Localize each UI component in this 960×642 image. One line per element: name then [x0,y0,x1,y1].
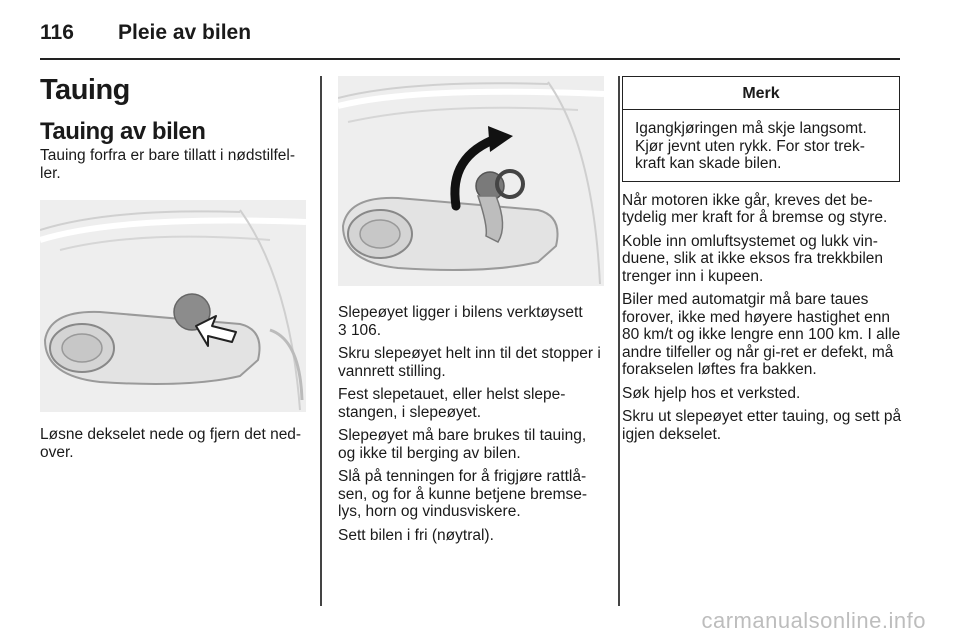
page-ref-icon: 3 [338,321,347,339]
column-1 [40,72,306,467]
paragraph: Sett bilen i fri (nøytral). [338,526,494,544]
note-box [622,76,900,182]
paragraph: Slepeøyet ligger i bilens verktøysett 3 106. [338,304,583,339]
page-number: 116 [40,21,74,44]
note-title: Merk [623,77,899,110]
bumper-cover-illustration [40,200,306,412]
paragraph: Skru slepeøyet helt inn til det stopper i vannrett stilling. [338,345,601,380]
paragraph: Biler med automatgir må bare taues forover, ikke med høyere hastighet enn 80 km/t og ikke lengre enn 100 km. I alle andre tilfeller og når gi-ret er defekt, må forakselen løftes fra bakken. [622,291,901,378]
note-text: Igangkjøringen må skje langsomt. Kjør jevnt uten rykk. For stor trek-kraft kan skade bilen. [635,120,867,172]
paragraph: Slå på tenningen for å frigjøre rattlå-sen, og for å kunne betjene bremse-lys, horn og vindusviskere. [338,468,588,520]
paragraph: Slepeøyet må bare brukes til tauing, og ikke til berging av bilen. [338,427,587,462]
header-rule [40,58,900,60]
page-header [40,18,251,48]
column-divider [618,76,620,606]
note-body [623,110,899,181]
paragraph: Når motoren ikke går, kreves det be-tydelig mer kraft for å bremse og styre. [622,191,888,226]
page-ref: 106. [350,321,382,339]
intro-text: Tauing forfra er bare tillatt i nødstilfel-ler. [40,147,295,182]
paragraph: Skru ut slepeøyet etter tauing, og sett på igjen dekselet. [622,408,902,443]
figure1-caption: Løsne dekselet nede og fjern det ned-over. [40,426,302,461]
figure-tow-eye [338,76,604,286]
paragraph: Koble inn omluftsystemet og lukk vin-duene, slik at ikke eksos fra trekkbilen trenger inn i kupeen. [622,232,884,285]
column-3 [622,76,902,449]
running-title: Pleie av bilen [118,21,252,44]
section-heading: Tauing [40,74,130,106]
column-divider [320,76,322,606]
tow-eye-illustration [338,76,604,286]
figure-bumper-cover [40,200,306,412]
watermark: carmanualsonline.info [701,608,926,633]
paragraph: Fest slepetauet, eller helst slepe-stangen, i slepeøyet. [338,386,566,421]
subsection-heading: Tauing av bilen [40,118,206,145]
column-2 [338,72,604,550]
paragraph: Søk hjelp hos et verksted. [622,384,801,402]
